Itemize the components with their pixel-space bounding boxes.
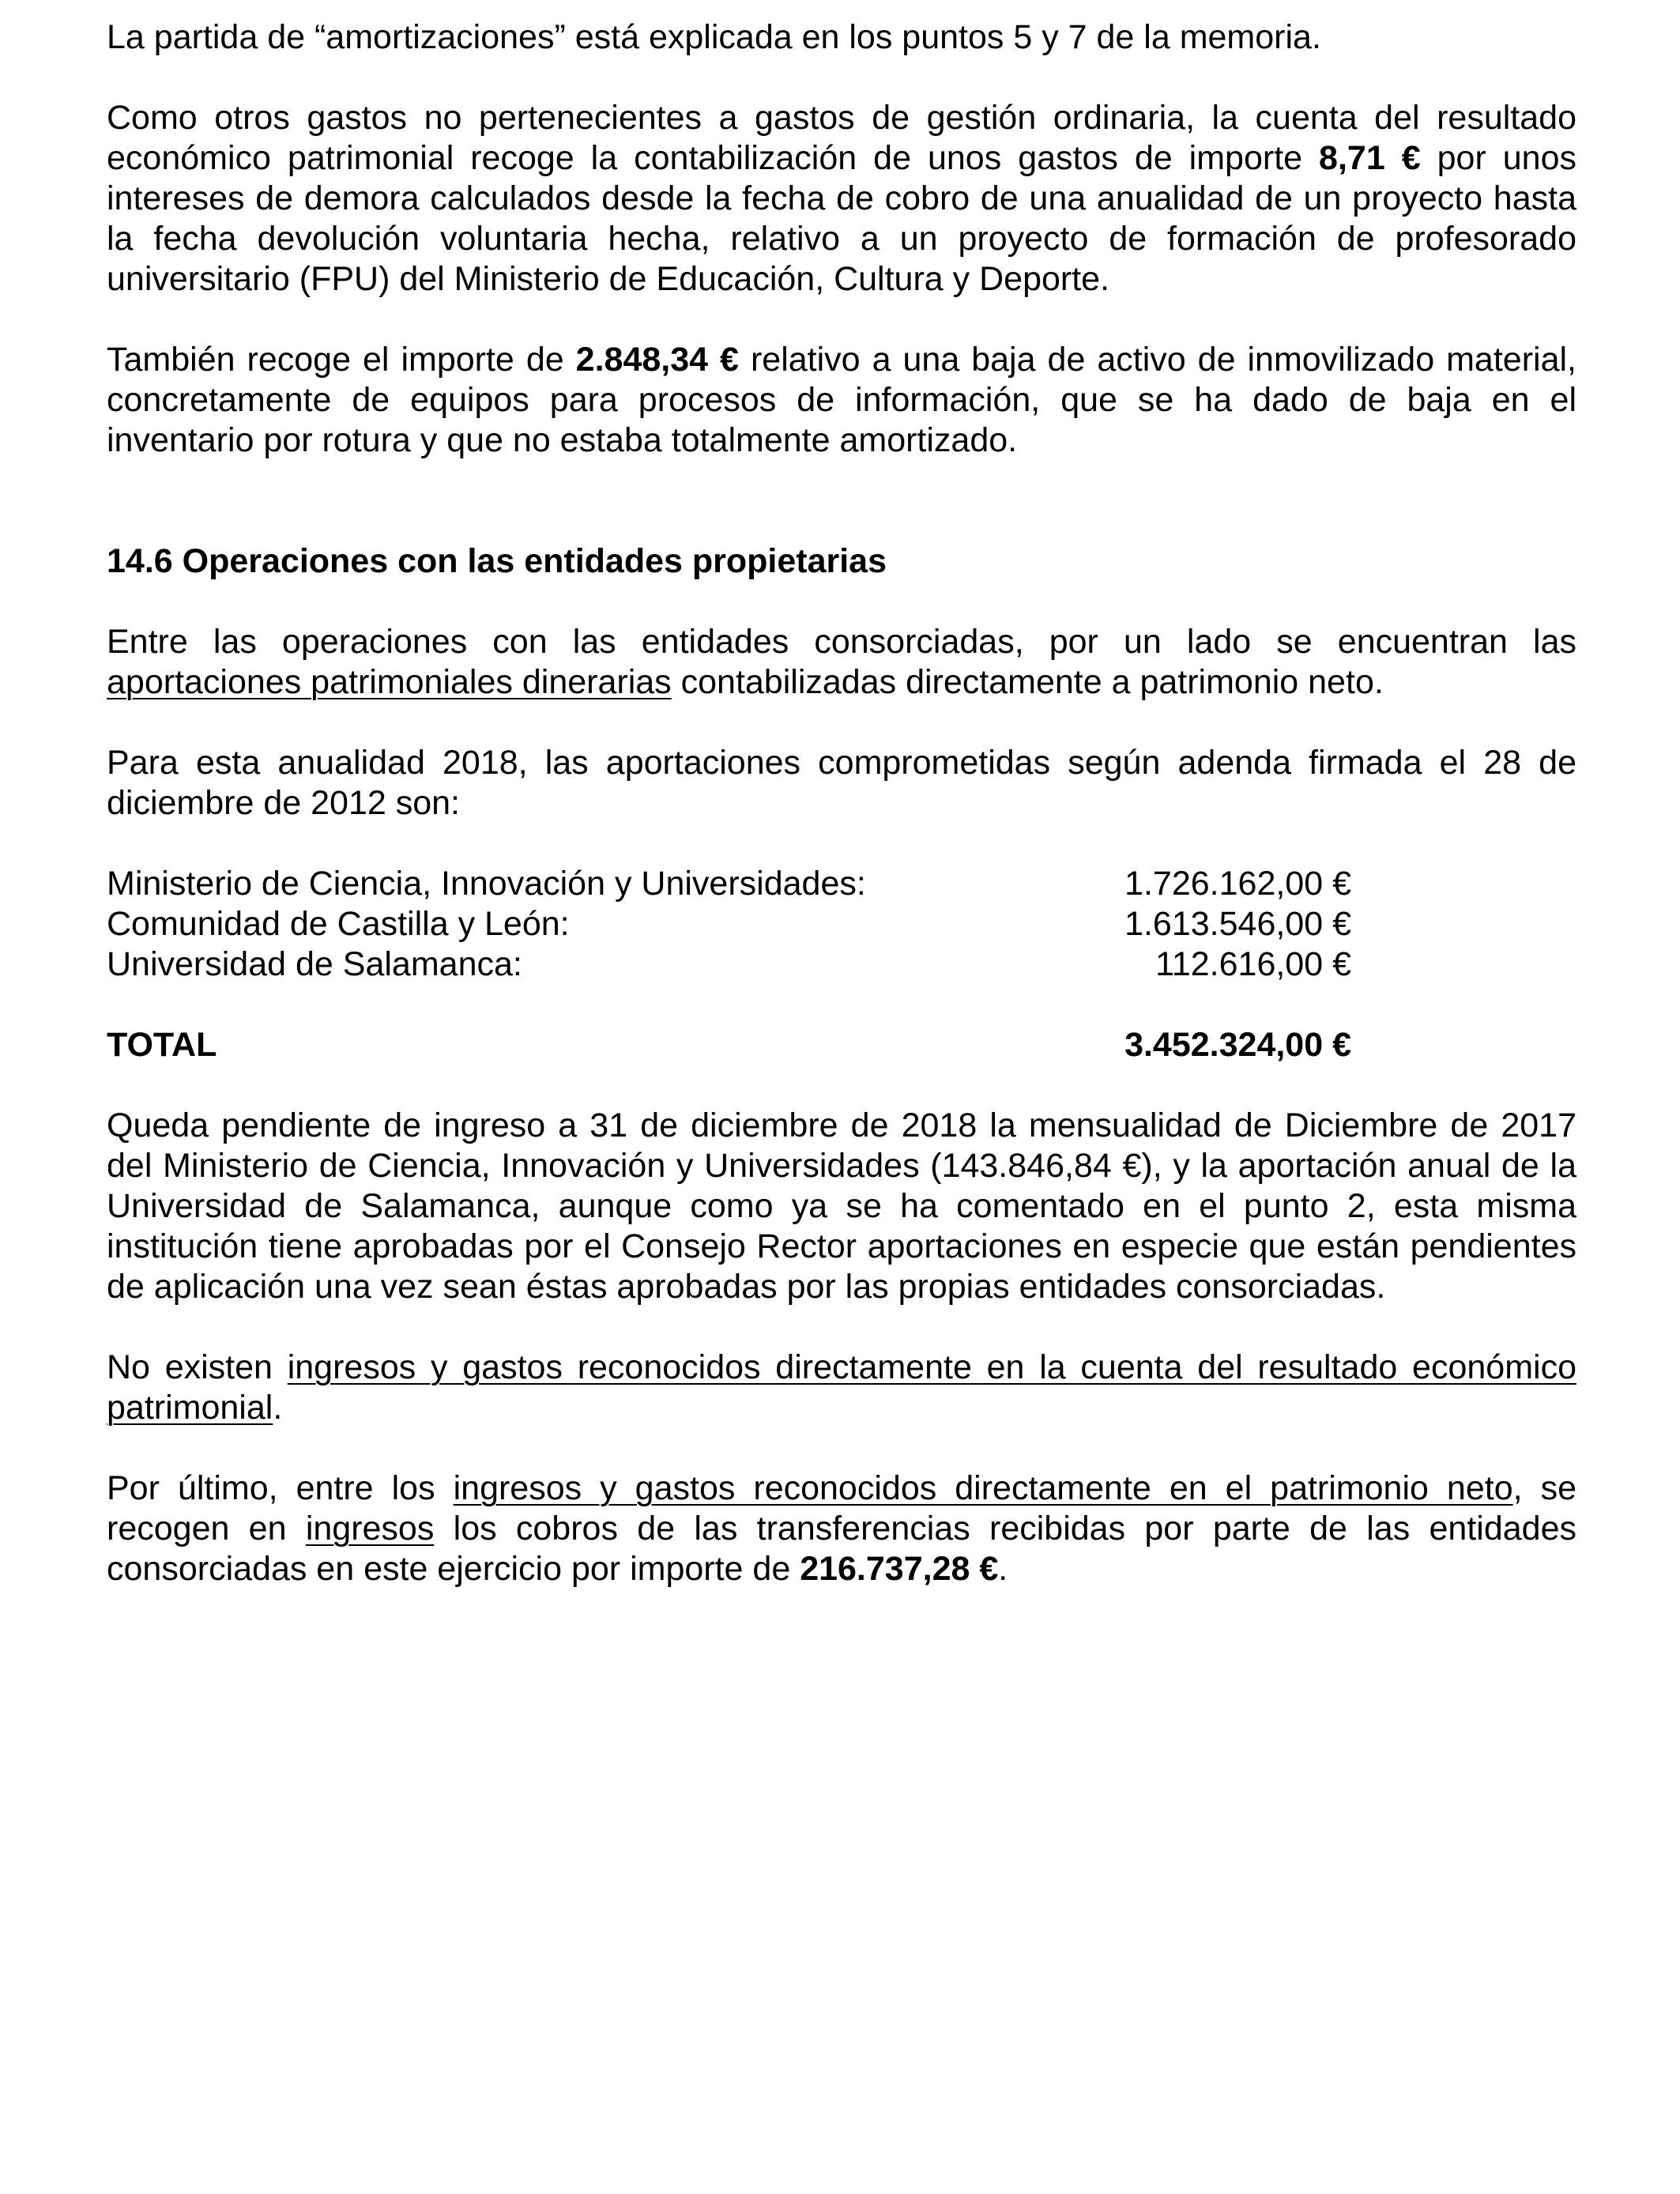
text-segment: Entre las operaciones con las entidades consorciadas, por un lado se encuentran las — [107, 623, 1576, 661]
spacer — [107, 703, 1576, 743]
text-segment: Por último, entre los — [107, 1469, 454, 1507]
spacer — [107, 1065, 1576, 1106]
text-segment: No existen — [107, 1348, 288, 1386]
text-segment: . — [273, 1389, 283, 1427]
spacer — [107, 461, 1576, 541]
section-heading: 14.6 Operaciones con las entidades propietarias — [107, 542, 887, 580]
total-amount: 3.452.324,00 € — [1124, 1026, 1351, 1064]
underlined-term: ingresos y gastos reconocidos directamente en el patrimonio neto — [453, 1469, 1513, 1507]
underlined-term: ingresos y gastos reconocidos directamente en la cuenta del resultado económico patrimonial — [107, 1348, 1576, 1427]
amount-bold: 216.737,28 € — [800, 1550, 999, 1588]
contribution-entity: Universidad de Salamanca: — [107, 945, 522, 983]
text-segment: los cobros de las transferencias recibidas por parte de las entidades consorciadas en este ejercicio por importe de — [107, 1510, 1576, 1588]
contribution-entity: Comunidad de Castilla y León: — [107, 905, 570, 943]
spacer — [107, 985, 1576, 1025]
text-segment: relativo a una baja de activo de inmovilizado material, concretamente de equipos para procesos de información, que se ha dado de baja en el inventario por rotura y que no estaba totalmente amortizado. — [107, 341, 1576, 459]
paragraph-baja-activo — [107, 340, 1576, 461]
paragraph-pendiente-ingreso: Queda pendiente de ingreso a 31 de diciembre de 2018 la mensualidad de Diciembre de 2017 del Ministerio de Ciencia, Innovación y Universidades (143.846,84 €), y la aportación anual de la Universidad de Salamanca, aunque como ya se ha comentado en el punto 2, esta misma institución tiene aprobadas por el Consejo Rector aportaciones en especie que están pendientes de aplicación una vez sean éstas aprobadas por las propias entidades consorciadas. — [107, 1106, 1576, 1306]
paragraph-otros-gastos — [107, 98, 1576, 300]
spacer — [107, 582, 1576, 622]
paragraph-operaciones — [107, 622, 1576, 703]
total-label: TOTAL — [107, 1026, 217, 1064]
amount-bold: 8,71 € — [1319, 139, 1421, 177]
text-segment: por unos intereses de demora calculados desde la fecha de cobro de una anualidad de un proyecto hasta la fecha devolución voluntaria hecha, relativo a un proyecto de formación de profesorado universitario (FPU) del Ministerio de Educación, Cultura y Deporte. — [107, 139, 1576, 298]
underlined-term: aportaciones patrimoniales dinerarias — [107, 663, 672, 701]
underlined-term: ingresos — [305, 1510, 435, 1547]
contribution-entity: Ministerio de Ciencia, Innovación y Universidades: — [107, 865, 866, 903]
text-segment: Como otros gastos no pertenecientes a gastos de gestión ordinaria, la cuenta del resultado económico patrimonial recoge la contabilización de unos gastos de importe — [107, 99, 1576, 177]
text-segment: , se recogen en — [107, 1469, 1577, 1547]
spacer — [107, 1428, 1576, 1468]
contribution-amount: 1.726.162,00 € — [1124, 865, 1351, 903]
document-body — [107, 17, 1576, 1589]
contribution-row — [107, 944, 1351, 985]
paragraph-por-ultimo — [107, 1468, 1576, 1589]
text-segment: . — [998, 1550, 1008, 1588]
contribution-amount: 112.616,00 € — [1155, 945, 1351, 983]
contributions-list — [107, 864, 1576, 1065]
spacer — [107, 58, 1576, 98]
text-segment: contabilizadas directamente a patrimonio neto. — [671, 663, 1384, 701]
contribution-row — [107, 864, 1351, 904]
paragraph-amortizaciones: La partida de “amortizaciones” está explicada en los puntos 5 y 7 de la memoria. — [107, 18, 1321, 56]
spacer — [107, 1307, 1576, 1348]
contribution-row — [107, 904, 1351, 944]
spacer — [107, 824, 1576, 864]
amount-bold: 2.848,34 € — [575, 341, 739, 379]
spacer — [107, 300, 1576, 340]
paragraph-no-existen — [107, 1348, 1576, 1428]
paragraph-anualidad: Para esta anualidad 2018, las aportaciones comprometidas según adenda firmada el 28 de diciembre de 2012 son: — [107, 744, 1576, 822]
total-row — [107, 1025, 1351, 1065]
contribution-amount: 1.613.546,00 € — [1124, 905, 1351, 943]
text-segment: También recoge el importe de — [107, 341, 576, 379]
